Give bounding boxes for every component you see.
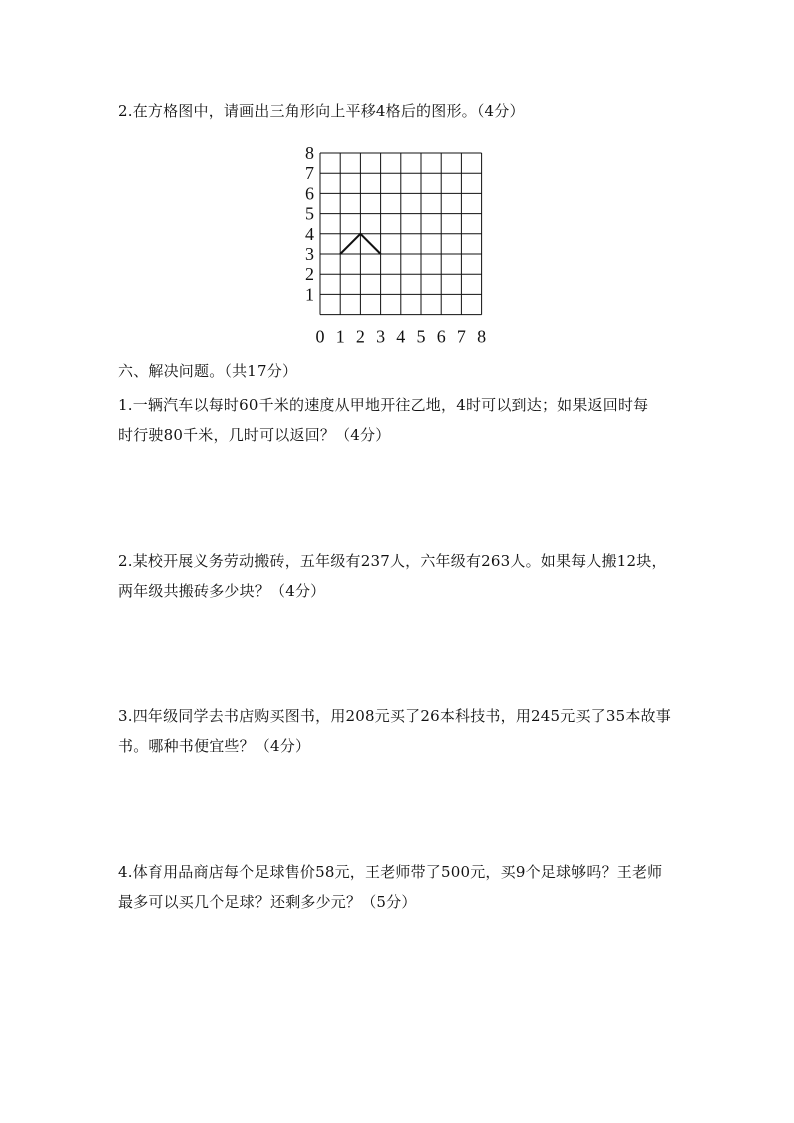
y-axis-label: 4: [305, 223, 314, 244]
grid-lines: [320, 153, 482, 315]
x-axis-label: 8: [477, 326, 487, 345]
x-axis-label: 7: [456, 326, 466, 345]
y-axis-label: 8: [305, 143, 314, 163]
x-axis-label: 1: [335, 326, 345, 345]
question-translate-triangle: 2.在方格图中，请画出三角形向上平移4格后的图形。（4分）: [118, 102, 525, 120]
y-axis-label: 2: [305, 264, 314, 285]
y-axis-label: 3: [305, 244, 314, 264]
problem-3-line-1: 3.四年级同学去书店购买图书，用208元买了26本科技书，用245元买了35本故事: [118, 707, 671, 725]
problem-4-line-1: 4.体育用品商店每个足球售价58元，王老师带了500元，买9个足球够吗？王老师: [118, 863, 663, 881]
x-axis-label: 2: [355, 326, 365, 345]
x-axis-label: 3: [376, 326, 386, 345]
problem-1-line-2: 时行驶80千米，几时可以返回？（4分）: [118, 426, 391, 444]
y-axis-labels: [305, 143, 314, 304]
problem-2-line-2: 两年级共搬砖多少块？（4分）: [118, 582, 326, 600]
problem-2-line-1: 2.某校开展义务劳动搬砖，五年级有237人，六年级有263人。如果每人搬12块，: [118, 552, 667, 570]
x-axis-label: 0: [315, 326, 325, 345]
x-axis-label: 4: [396, 326, 406, 345]
problem-4-line-2: 最多可以买几个足球？还剩多少元？（5分）: [118, 893, 417, 911]
section-heading-solve-problems: 六、解决问题。（共17分）: [118, 362, 298, 380]
y-axis-label: 5: [305, 203, 314, 224]
x-axis-labels: [316, 327, 487, 345]
x-axis-label: 5: [416, 326, 426, 345]
x-axis-label: 6: [436, 326, 446, 345]
y-axis-label: 1: [305, 284, 314, 305]
square-grid-figure: [296, 140, 496, 345]
problem-1-line-1: 1.一辆汽车以每时60千米的速度从甲地开往乙地，4时可以到达；如果返回时每: [118, 396, 649, 414]
problem-3-line-2: 书。哪种书便宜些？（4分）: [118, 737, 311, 755]
y-axis-label: 6: [305, 183, 314, 204]
y-axis-label: 7: [305, 163, 314, 184]
